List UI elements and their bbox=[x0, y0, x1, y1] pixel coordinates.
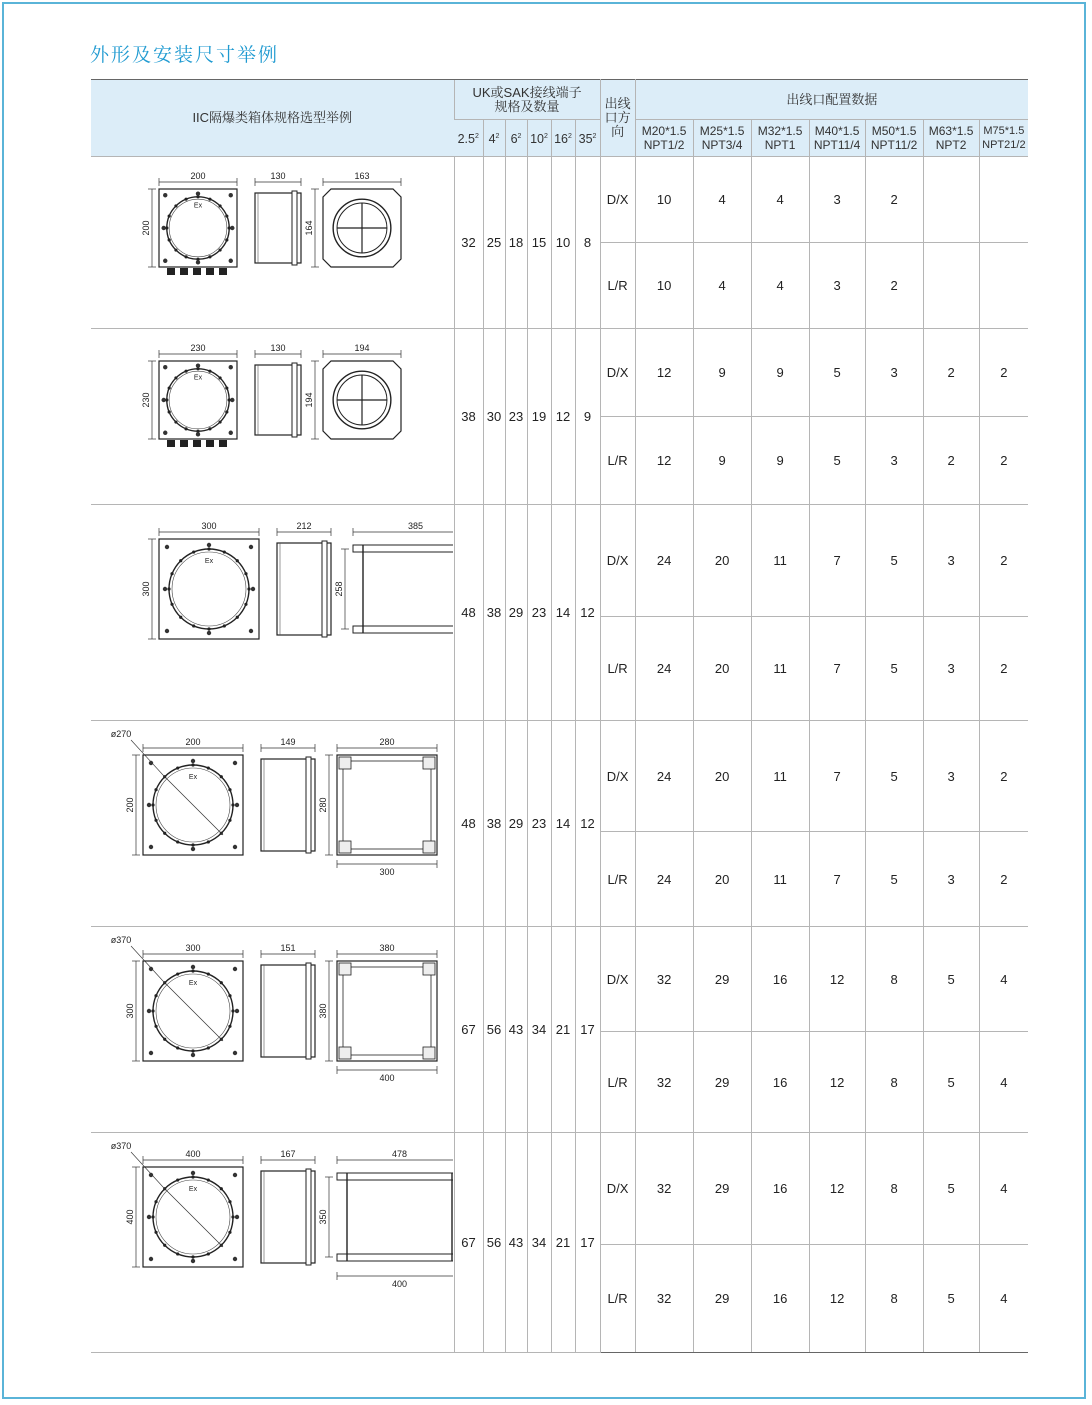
port-count: 29 bbox=[693, 927, 751, 1032]
port-count: 20 bbox=[693, 721, 751, 832]
port-count: 10 bbox=[635, 157, 693, 243]
port-spec-header bbox=[979, 120, 1028, 157]
height-dim-label: 300 bbox=[125, 1002, 136, 1019]
page-title: 外形及安装尺寸举例 bbox=[90, 45, 280, 66]
port-count: 16 bbox=[751, 1032, 809, 1133]
port-count: 8 bbox=[865, 1032, 923, 1133]
terminal-group-header: UK或SAK接线端子规格及数量 bbox=[454, 80, 600, 120]
port-count: 24 bbox=[635, 617, 693, 721]
port-count: 9 bbox=[751, 329, 809, 417]
port-count bbox=[923, 243, 979, 329]
enclosure-drawing-svg bbox=[91, 723, 453, 925]
terminal-count: 56 bbox=[483, 1133, 505, 1353]
port-count: 4 bbox=[693, 157, 751, 243]
top-height-dim-label: 350 bbox=[318, 1208, 329, 1225]
side-view bbox=[277, 521, 331, 637]
diameter-dim-label: ø370 bbox=[110, 934, 132, 945]
port-count: 4 bbox=[751, 157, 809, 243]
port-count: 5 bbox=[809, 329, 865, 417]
front-view bbox=[141, 343, 237, 447]
terminal-count: 34 bbox=[527, 1133, 551, 1353]
port-count: 2 bbox=[979, 721, 1028, 832]
direction-col-header: 出线口方向 bbox=[600, 80, 635, 157]
terminal-size-label: 4 bbox=[488, 132, 496, 146]
terminal-count: 12 bbox=[575, 721, 600, 927]
top-view bbox=[334, 521, 453, 633]
top-height-dim-label: 280 bbox=[318, 796, 329, 813]
top-view bbox=[304, 171, 401, 267]
port-count: 2 bbox=[979, 329, 1028, 417]
terminal-count: 38 bbox=[454, 329, 483, 505]
port-count: 29 bbox=[693, 1032, 751, 1133]
terminal-size-label: 35 bbox=[578, 132, 593, 146]
enclosure-drawing bbox=[91, 505, 454, 721]
direction-cell: L/R bbox=[600, 243, 635, 329]
enclosure-drawing-svg bbox=[91, 1135, 453, 1351]
port-count: 3 bbox=[923, 505, 979, 617]
port-npt-label: NPT11/2 bbox=[870, 138, 918, 152]
direction-cell: L/R bbox=[600, 832, 635, 927]
port-count: 16 bbox=[751, 927, 809, 1032]
terminal-count: 12 bbox=[575, 505, 600, 721]
port-count: 2 bbox=[979, 417, 1028, 505]
port-count: 12 bbox=[809, 1032, 865, 1133]
direction-cell: D/X bbox=[600, 505, 635, 617]
top-width-dim-label: 380 bbox=[379, 942, 395, 953]
direction-cell: L/R bbox=[600, 417, 635, 505]
port-count: 8 bbox=[865, 927, 923, 1032]
bottom-width-dim-label: 400 bbox=[379, 1072, 395, 1083]
port-count: 4 bbox=[751, 243, 809, 329]
port-spec-header bbox=[693, 120, 751, 157]
direction-cell: L/R bbox=[600, 617, 635, 721]
port-count: 12 bbox=[635, 329, 693, 417]
terminal-count: 30 bbox=[483, 329, 505, 505]
terminal-size-label: 16 bbox=[554, 132, 568, 146]
squared-unit: 2 bbox=[544, 133, 548, 140]
port-count: 3 bbox=[809, 157, 865, 243]
terminal-count: 56 bbox=[483, 927, 505, 1133]
terminal-count: 48 bbox=[454, 721, 483, 927]
enclosure-drawing bbox=[91, 1133, 454, 1353]
enclosure-drawing bbox=[91, 721, 454, 927]
port-count: 20 bbox=[693, 832, 751, 927]
port-count: 5 bbox=[809, 417, 865, 505]
port-count: 5 bbox=[923, 1133, 979, 1245]
terminal-count: 21 bbox=[551, 927, 575, 1133]
terminal-size-header bbox=[505, 120, 527, 157]
ex-mark: Ex bbox=[189, 979, 198, 987]
port-count: 2 bbox=[979, 617, 1028, 721]
side-view bbox=[255, 171, 301, 265]
terminal-count: 15 bbox=[527, 157, 551, 329]
terminal-count: 48 bbox=[454, 505, 483, 721]
port-count: 5 bbox=[923, 927, 979, 1032]
port-count: 7 bbox=[809, 721, 865, 832]
top-height-dim-label: 164 bbox=[304, 219, 315, 236]
port-metric-label: M63*1.5 bbox=[928, 124, 974, 138]
port-count: 11 bbox=[751, 617, 809, 721]
port-count: 5 bbox=[923, 1245, 979, 1353]
terminal-count: 14 bbox=[551, 721, 575, 927]
port-count: 32 bbox=[635, 1133, 693, 1245]
enclosure-drawing-svg bbox=[91, 159, 453, 327]
top-width-dim-label: 385 bbox=[408, 520, 424, 531]
terminal-count: 38 bbox=[483, 505, 505, 721]
port-count: 12 bbox=[809, 927, 865, 1032]
width-dim-label: 200 bbox=[185, 736, 201, 747]
table-row bbox=[91, 157, 1028, 243]
height-dim-label: 400 bbox=[125, 1208, 136, 1225]
enclosure-drawing bbox=[91, 927, 454, 1133]
port-metric-label: M40*1.5 bbox=[814, 124, 860, 138]
port-npt-label: NPT11/4 bbox=[813, 138, 861, 152]
width-dim-label: 300 bbox=[201, 520, 217, 531]
width-dim-label: 230 bbox=[190, 342, 206, 353]
terminal-count: 21 bbox=[551, 1133, 575, 1353]
port-spec-header bbox=[923, 120, 979, 157]
front-view bbox=[111, 935, 243, 1061]
terminal-count: 29 bbox=[505, 505, 527, 721]
ex-mark: Ex bbox=[194, 202, 203, 210]
terminal-count: 17 bbox=[575, 927, 600, 1133]
ex-mark: Ex bbox=[194, 374, 203, 382]
enclosure-drawing bbox=[91, 157, 454, 329]
port-count: 29 bbox=[693, 1133, 751, 1245]
table-row bbox=[91, 927, 1028, 1032]
terminal-size-label: 2.5 bbox=[457, 132, 475, 146]
port-count: 12 bbox=[635, 417, 693, 505]
terminal-count: 67 bbox=[454, 1133, 483, 1353]
depth-dim-label: 130 bbox=[270, 342, 286, 353]
ex-mark: Ex bbox=[189, 1185, 198, 1193]
port-spec-header bbox=[635, 120, 693, 157]
ex-mark: Ex bbox=[189, 773, 198, 781]
width-dim-label: 200 bbox=[190, 170, 206, 181]
terminal-count: 12 bbox=[551, 329, 575, 505]
port-count: 3 bbox=[809, 243, 865, 329]
port-count bbox=[979, 157, 1028, 243]
top-height-dim-label: 380 bbox=[318, 1002, 329, 1019]
port-count: 4 bbox=[979, 1032, 1028, 1133]
bottom-width-dim-label: 300 bbox=[379, 866, 395, 877]
height-dim-label: 200 bbox=[141, 219, 152, 236]
side-view bbox=[255, 343, 301, 437]
model-col-header: IIC隔爆类箱体规格选型举例 bbox=[91, 80, 454, 157]
port-metric-label: M20*1.5 bbox=[641, 124, 687, 138]
top-view bbox=[318, 1149, 453, 1289]
port-count: 11 bbox=[751, 505, 809, 617]
depth-dim-label: 130 bbox=[270, 170, 286, 181]
table-row bbox=[91, 721, 1028, 832]
port-npt-label: NPT1/2 bbox=[643, 138, 685, 152]
terminal-count: 25 bbox=[483, 157, 505, 329]
top-view bbox=[304, 343, 401, 439]
port-count: 32 bbox=[635, 1032, 693, 1133]
terminal-count: 14 bbox=[551, 505, 575, 721]
spec-table bbox=[91, 79, 1028, 1353]
port-npt-label: NPT2 bbox=[935, 138, 967, 152]
port-count: 9 bbox=[693, 329, 751, 417]
port-count: 3 bbox=[865, 329, 923, 417]
port-count: 5 bbox=[865, 617, 923, 721]
squared-unit: 2 bbox=[568, 133, 572, 140]
enclosure-drawing-svg bbox=[91, 929, 453, 1131]
side-view bbox=[261, 1149, 315, 1265]
side-view bbox=[261, 943, 315, 1059]
port-count: 5 bbox=[923, 1032, 979, 1133]
port-metric-label: M32*1.5 bbox=[757, 124, 803, 138]
port-count: 11 bbox=[751, 832, 809, 927]
terminal-size-label: 10 bbox=[530, 132, 544, 146]
port-count: 16 bbox=[751, 1245, 809, 1353]
port-spec-header bbox=[751, 120, 809, 157]
port-metric-label: M75*1.5 bbox=[983, 125, 1025, 137]
port-count: 5 bbox=[865, 505, 923, 617]
port-count: 8 bbox=[865, 1245, 923, 1353]
port-count: 9 bbox=[751, 417, 809, 505]
top-width-dim-label: 280 bbox=[379, 736, 395, 747]
port-count: 3 bbox=[923, 721, 979, 832]
terminal-count: 43 bbox=[505, 927, 527, 1133]
bottom-width-dim-label: 400 bbox=[392, 1278, 408, 1289]
terminal-count: 19 bbox=[527, 329, 551, 505]
port-count: 9 bbox=[693, 417, 751, 505]
direction-cell: D/X bbox=[600, 157, 635, 243]
port-count: 16 bbox=[751, 1133, 809, 1245]
terminal-count: 32 bbox=[454, 157, 483, 329]
terminal-count: 23 bbox=[505, 329, 527, 505]
port-count: 20 bbox=[693, 505, 751, 617]
squared-unit: 2 bbox=[474, 133, 479, 140]
squared-unit: 2 bbox=[592, 133, 597, 140]
terminal-count: 38 bbox=[483, 721, 505, 927]
port-count: 10 bbox=[635, 243, 693, 329]
port-count bbox=[979, 243, 1028, 329]
port-count: 5 bbox=[865, 832, 923, 927]
enclosure-drawing-svg bbox=[91, 331, 453, 503]
port-spec-header bbox=[865, 120, 923, 157]
port-metric-label: M50*1.5 bbox=[871, 124, 917, 138]
port-count: 24 bbox=[635, 721, 693, 832]
diameter-dim-label: ø270 bbox=[110, 728, 132, 739]
depth-dim-label: 212 bbox=[296, 520, 312, 531]
port-count: 7 bbox=[809, 832, 865, 927]
top-view bbox=[318, 943, 437, 1083]
terminal-count: 18 bbox=[505, 157, 527, 329]
depth-dim-label: 151 bbox=[280, 942, 296, 953]
port-count: 3 bbox=[865, 417, 923, 505]
port-count: 3 bbox=[923, 617, 979, 721]
port-metric-label: M25*1.5 bbox=[699, 124, 745, 138]
top-width-dim-label: 163 bbox=[354, 170, 370, 181]
terminal-count: 23 bbox=[527, 721, 551, 927]
direction-cell: L/R bbox=[600, 1245, 635, 1353]
squared-unit: 2 bbox=[517, 133, 522, 140]
enclosure-drawing-svg bbox=[91, 507, 453, 719]
front-view bbox=[141, 171, 237, 275]
terminal-count: 23 bbox=[527, 505, 551, 721]
port-count: 3 bbox=[923, 832, 979, 927]
direction-cell: D/X bbox=[600, 927, 635, 1032]
direction-cell: D/X bbox=[600, 721, 635, 832]
port-count: 7 bbox=[809, 505, 865, 617]
port-count: 2 bbox=[923, 417, 979, 505]
terminal-count: 67 bbox=[454, 927, 483, 1133]
port-count: 12 bbox=[809, 1245, 865, 1353]
squared-unit: 2 bbox=[495, 133, 500, 140]
port-count: 4 bbox=[979, 927, 1028, 1032]
terminal-count: 10 bbox=[551, 157, 575, 329]
terminal-size-label: 6 bbox=[510, 132, 518, 146]
port-count: 2 bbox=[923, 329, 979, 417]
port-npt-label: NPT21/2 bbox=[982, 139, 1026, 151]
top-view bbox=[318, 737, 437, 877]
direction-cell: D/X bbox=[600, 329, 635, 417]
enclosure-drawing bbox=[91, 329, 454, 505]
port-count: 2 bbox=[865, 243, 923, 329]
ports-group-header: 出线口配置数据 bbox=[635, 80, 1028, 120]
front-view bbox=[111, 729, 243, 855]
front-view bbox=[141, 521, 259, 639]
width-dim-label: 400 bbox=[185, 1148, 201, 1159]
table-row bbox=[91, 505, 1028, 617]
terminal-count: 34 bbox=[527, 927, 551, 1133]
port-count: 8 bbox=[865, 1133, 923, 1245]
port-npt-label: NPT3/4 bbox=[701, 138, 743, 152]
port-count bbox=[923, 157, 979, 243]
port-count: 12 bbox=[809, 1133, 865, 1245]
port-count: 2 bbox=[979, 505, 1028, 617]
top-height-dim-label: 258 bbox=[334, 580, 345, 597]
terminal-count: 17 bbox=[575, 1133, 600, 1353]
terminal-size-header bbox=[483, 120, 505, 157]
port-count: 2 bbox=[979, 832, 1028, 927]
depth-dim-label: 167 bbox=[280, 1148, 296, 1159]
top-width-dim-label: 194 bbox=[354, 342, 370, 353]
port-count: 5 bbox=[865, 721, 923, 832]
table-row bbox=[91, 1133, 1028, 1245]
terminal-size-header bbox=[575, 120, 600, 157]
terminal-size-header bbox=[551, 120, 575, 157]
port-count: 29 bbox=[693, 1245, 751, 1353]
port-count: 24 bbox=[635, 832, 693, 927]
port-count: 4 bbox=[693, 243, 751, 329]
terminal-count: 43 bbox=[505, 1133, 527, 1353]
port-count: 7 bbox=[809, 617, 865, 721]
height-dim-label: 300 bbox=[141, 580, 152, 597]
height-dim-label: 200 bbox=[125, 796, 136, 813]
depth-dim-label: 149 bbox=[280, 736, 296, 747]
top-width-dim-label: 478 bbox=[392, 1148, 408, 1159]
direction-cell: L/R bbox=[600, 1032, 635, 1133]
direction-cell: D/X bbox=[600, 1133, 635, 1245]
port-count: 24 bbox=[635, 505, 693, 617]
diameter-dim-label: ø370 bbox=[110, 1140, 132, 1151]
port-count: 32 bbox=[635, 1245, 693, 1353]
width-dim-label: 300 bbox=[185, 942, 201, 953]
side-view bbox=[261, 737, 315, 853]
port-count: 4 bbox=[979, 1245, 1028, 1353]
ex-mark: Ex bbox=[205, 557, 214, 565]
terminal-size-header bbox=[527, 120, 551, 157]
terminal-count: 8 bbox=[575, 157, 600, 329]
port-count: 2 bbox=[865, 157, 923, 243]
top-height-dim-label: 194 bbox=[304, 391, 315, 408]
front-view bbox=[111, 1141, 243, 1267]
terminal-count: 9 bbox=[575, 329, 600, 505]
table-row bbox=[91, 329, 1028, 417]
port-npt-label: NPT1 bbox=[764, 138, 796, 152]
port-count: 11 bbox=[751, 721, 809, 832]
port-count: 4 bbox=[979, 1133, 1028, 1245]
terminal-size-header bbox=[454, 120, 483, 157]
terminal-count: 29 bbox=[505, 721, 527, 927]
port-spec-header bbox=[809, 120, 865, 157]
height-dim-label: 230 bbox=[141, 391, 152, 408]
port-count: 20 bbox=[693, 617, 751, 721]
port-count: 32 bbox=[635, 927, 693, 1032]
